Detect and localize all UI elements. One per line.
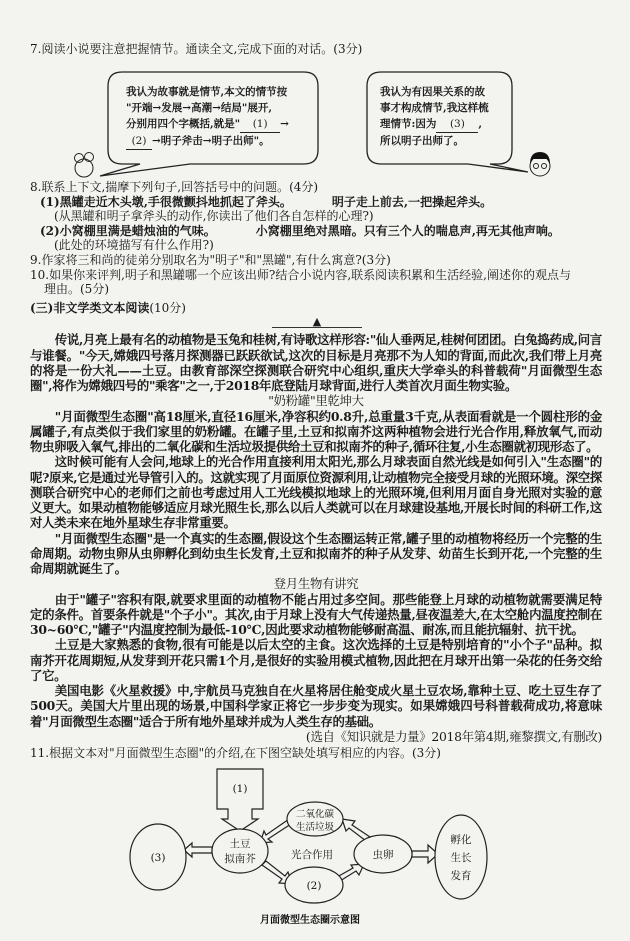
box-1-label: (1) [232,782,248,795]
arrow-plants-to-3 [184,843,212,857]
bubble-line: 我认为有因果关系的故 [380,86,485,98]
growth-label-3: 发育 [450,869,472,882]
paragraph: "月面微型生态圈"高18厘米,直径16厘米,净容积约0.8升,总重量3千克,从表面看就是一个圆柱形的金属罐子,有点类似于我们家里的奶粉罐。在罐子里,土豆和拟南芥这两种植物会进行光合作用,释放氧气,而动物虫卵吸入氧气,排出的二氧化碳和生活垃圾提供给土豆和拟南芥的种子,循环往复,小生态圈就初现形态了。 [30,408,602,455]
source-citation: (选自《知识就是力量》2018年第4期,雍黎撰文,有删改) [305,728,602,744]
passage-title-marker: ▲ [272,317,362,328]
subtitle: 登月生物有讲究 [273,576,359,592]
bubble-line: 事才构成情节,我这样梳 [380,102,489,114]
girl-face-icon [75,153,94,178]
paragraph: 这时候可能有人会问,地球上的光合作用直接利用太阳光,那么月球表面自然光线是如何引入"生态圈"的呢?原来,它是通过光导管引入的。这就实现了月面原位资源利用,让动植物完全接受月球的光照环境。深空探测联合研究中心的老师们之前也考虑过用人工光线模拟地球上的光照环境,但利用月面自身光照对实验的意义更大。如果动植物能够适应月球光照生长,那么以后人类就可以在月球建设基地,开展长时间的科研工作,这对人类未来在地外星球生存非常重要。 [30,454,602,531]
section-3-heading [30,301,610,316]
questions-8-10 [30,180,610,297]
q8-sentence-2a: (2)小窝棚里满是蜡烛油的气味。 [40,223,216,238]
eggs-label: 虫卵 [372,848,394,861]
paragraph: 美国电影《火星救援》中,宇航员马克独自在火星将居住舱变成火星土豆农场,靠种土豆、吃土豆生存了500天。美国大片里出现的场景,中国科学家正将它一步步变为现实。如果嫦娥四号科普载荷成功,将意味着"月面微型生态圈"适合于所有地外星球并成为人类生存的基础。 [30,683,602,729]
q8-sentence-2b: 小窝棚里绝对黑暗。只有三个人的喘息声,再无其他声响。 [255,223,560,238]
growth-label-1: 孵化 [450,833,472,846]
ecosystem-diagram [0,765,630,933]
paragraph: 土豆是大家熟悉的食物,很有可能是以后太空的主食。这次选择的土豆是特别培育的"小个子"品种。拟南芥开花周期短,从发芽到开花只需1个月,是很好的实验用模式植物,因此把在月球开出第一朵花的任务交给了它。 [30,637,602,683]
boy-face-icon [530,152,550,176]
blank-1: (1) [240,116,280,133]
blank-2-label: (2) [306,879,322,892]
arrow-text: → [280,118,289,130]
right-bubble-text [380,84,510,149]
paragraph: 传说,月亮上最有名的动植物是玉兔和桂树,有诗歌这样形容:"仙人垂两足,桂树何团团。白兔捣药成,问言与谁餐。"今天,嫦娥四号落月探测器已跃跃欲试,这次的目标是月亮那不为人知的背面,而此次,我们带上月亮的将是一份大礼——土豆。由教育部深空探测联合研究中心组织,重庆大学牵头的科普载荷"月面微型生态圈",将作为嫦娥四号的"乘客"之一,于2018年底登陆月球背面,进行人类首次月面生物实验。 [30,332,602,394]
photosynthesis-label: 光合作用 [291,848,333,861]
paragraph: 由于"罐子"容积有限,就要求里面的动植物不能占用过多空间。那些能登上月球的动植物就需要满足特定的条件。首要条件就是"个子小"。其次,由于月球上没有大气传递热量,昼夜温差大,在太空舱内温度控制在30~60℃,"罐子"内温度控制为最低-10℃,因此要求动植物能够耐高温、耐冻,而且能抗辐射、抗干扰。 [30,591,602,638]
bubble-line: 我认为故事就是情节,本文的情节按 [126,86,288,98]
arrow-eggs-to-growth [412,845,438,863]
section-title: (三)非文学类文本阅读 [30,300,150,315]
bubble-line: 所以明子出师了。 [380,135,464,147]
co2-label-2: 生活垃圾 [295,821,335,833]
bubble-line: "开端→发展→高潮→结局"展开, [126,102,272,114]
arrow-eggs-to-co2 [342,819,370,841]
plants-label-1: 土豆 [229,837,251,850]
co2-label-1: 二氧化碳 [295,808,335,820]
growth-label-2: 生长 [450,851,472,864]
input-box-arrow [217,769,263,831]
question-10: 10.如果你来评判,明子和黑罐哪一个应该出师?结合小说内容,联系阅读积累和生活经验,阐述你的观点与 [30,267,571,282]
question-10-cont: 理由。(5分) [44,282,109,297]
blank-3-label: (3) [150,851,166,864]
left-bubble-text [126,84,316,150]
passage [30,332,602,744]
diagram-caption: 月面微型生态圈示意图 [260,914,360,926]
q8-sentence-1a: (1)黑罐走近木头墩,手很微颤抖地抓起了斧头。 [40,194,292,209]
plants-label-2: 拟南芥 [224,852,256,865]
section-score: (10分) [149,300,186,315]
q8-question-2: (此处的环境描写有什么作用?) [54,238,214,253]
plants-ellipse [212,829,268,873]
bubble-line: →明子斧击→明子出师"。 [152,135,270,147]
bubble-line: 理情节:因为 [380,118,437,130]
comma-text: , [478,118,483,130]
question-8-stem: 8.联系上下文,揣摩下列句子,回答括号中的问题。(4分) [30,180,319,194]
question-7-stem: 7.阅读小说要注意把握情节。通读全文,完成下面的对话。(3分) [30,42,363,56]
blank-3: (3) [436,116,478,133]
bubble-line: 分别用四个字概括,就是" [126,118,241,130]
paragraph: "月面微型生态圈"是一个真实的生态圈,假设这个生态圈运转正常,罐子里的动植物将经历一个完整的生命周期。动物虫卵从虫卵孵化到幼虫生长发育,土豆和拟南芥的种子从发芽、幼苗生长到开花,一个完整的生命周期就诞生了。 [30,530,602,577]
q8-question-1: (从黑罐和明子拿斧头的动作,你读出了他们各自怎样的心理?) [54,209,374,224]
subtitle: "奶粉罐"里乾坤大 [268,393,364,409]
question-9: 9.作家将三和尚的徒弟分别取名为"明子"和"黑罐",有什么寓意?(3分) [30,252,391,267]
question-11-stem: 11.根据文本对"月面微型生态圈"的介绍,在下图空缺处填写相应的内容。(3分) [30,746,441,761]
blank-2: (2) [126,133,152,150]
lower-content [30,180,610,941]
q8-sentence-1b: 明子走上前去,一把操起斧头。 [331,194,493,209]
